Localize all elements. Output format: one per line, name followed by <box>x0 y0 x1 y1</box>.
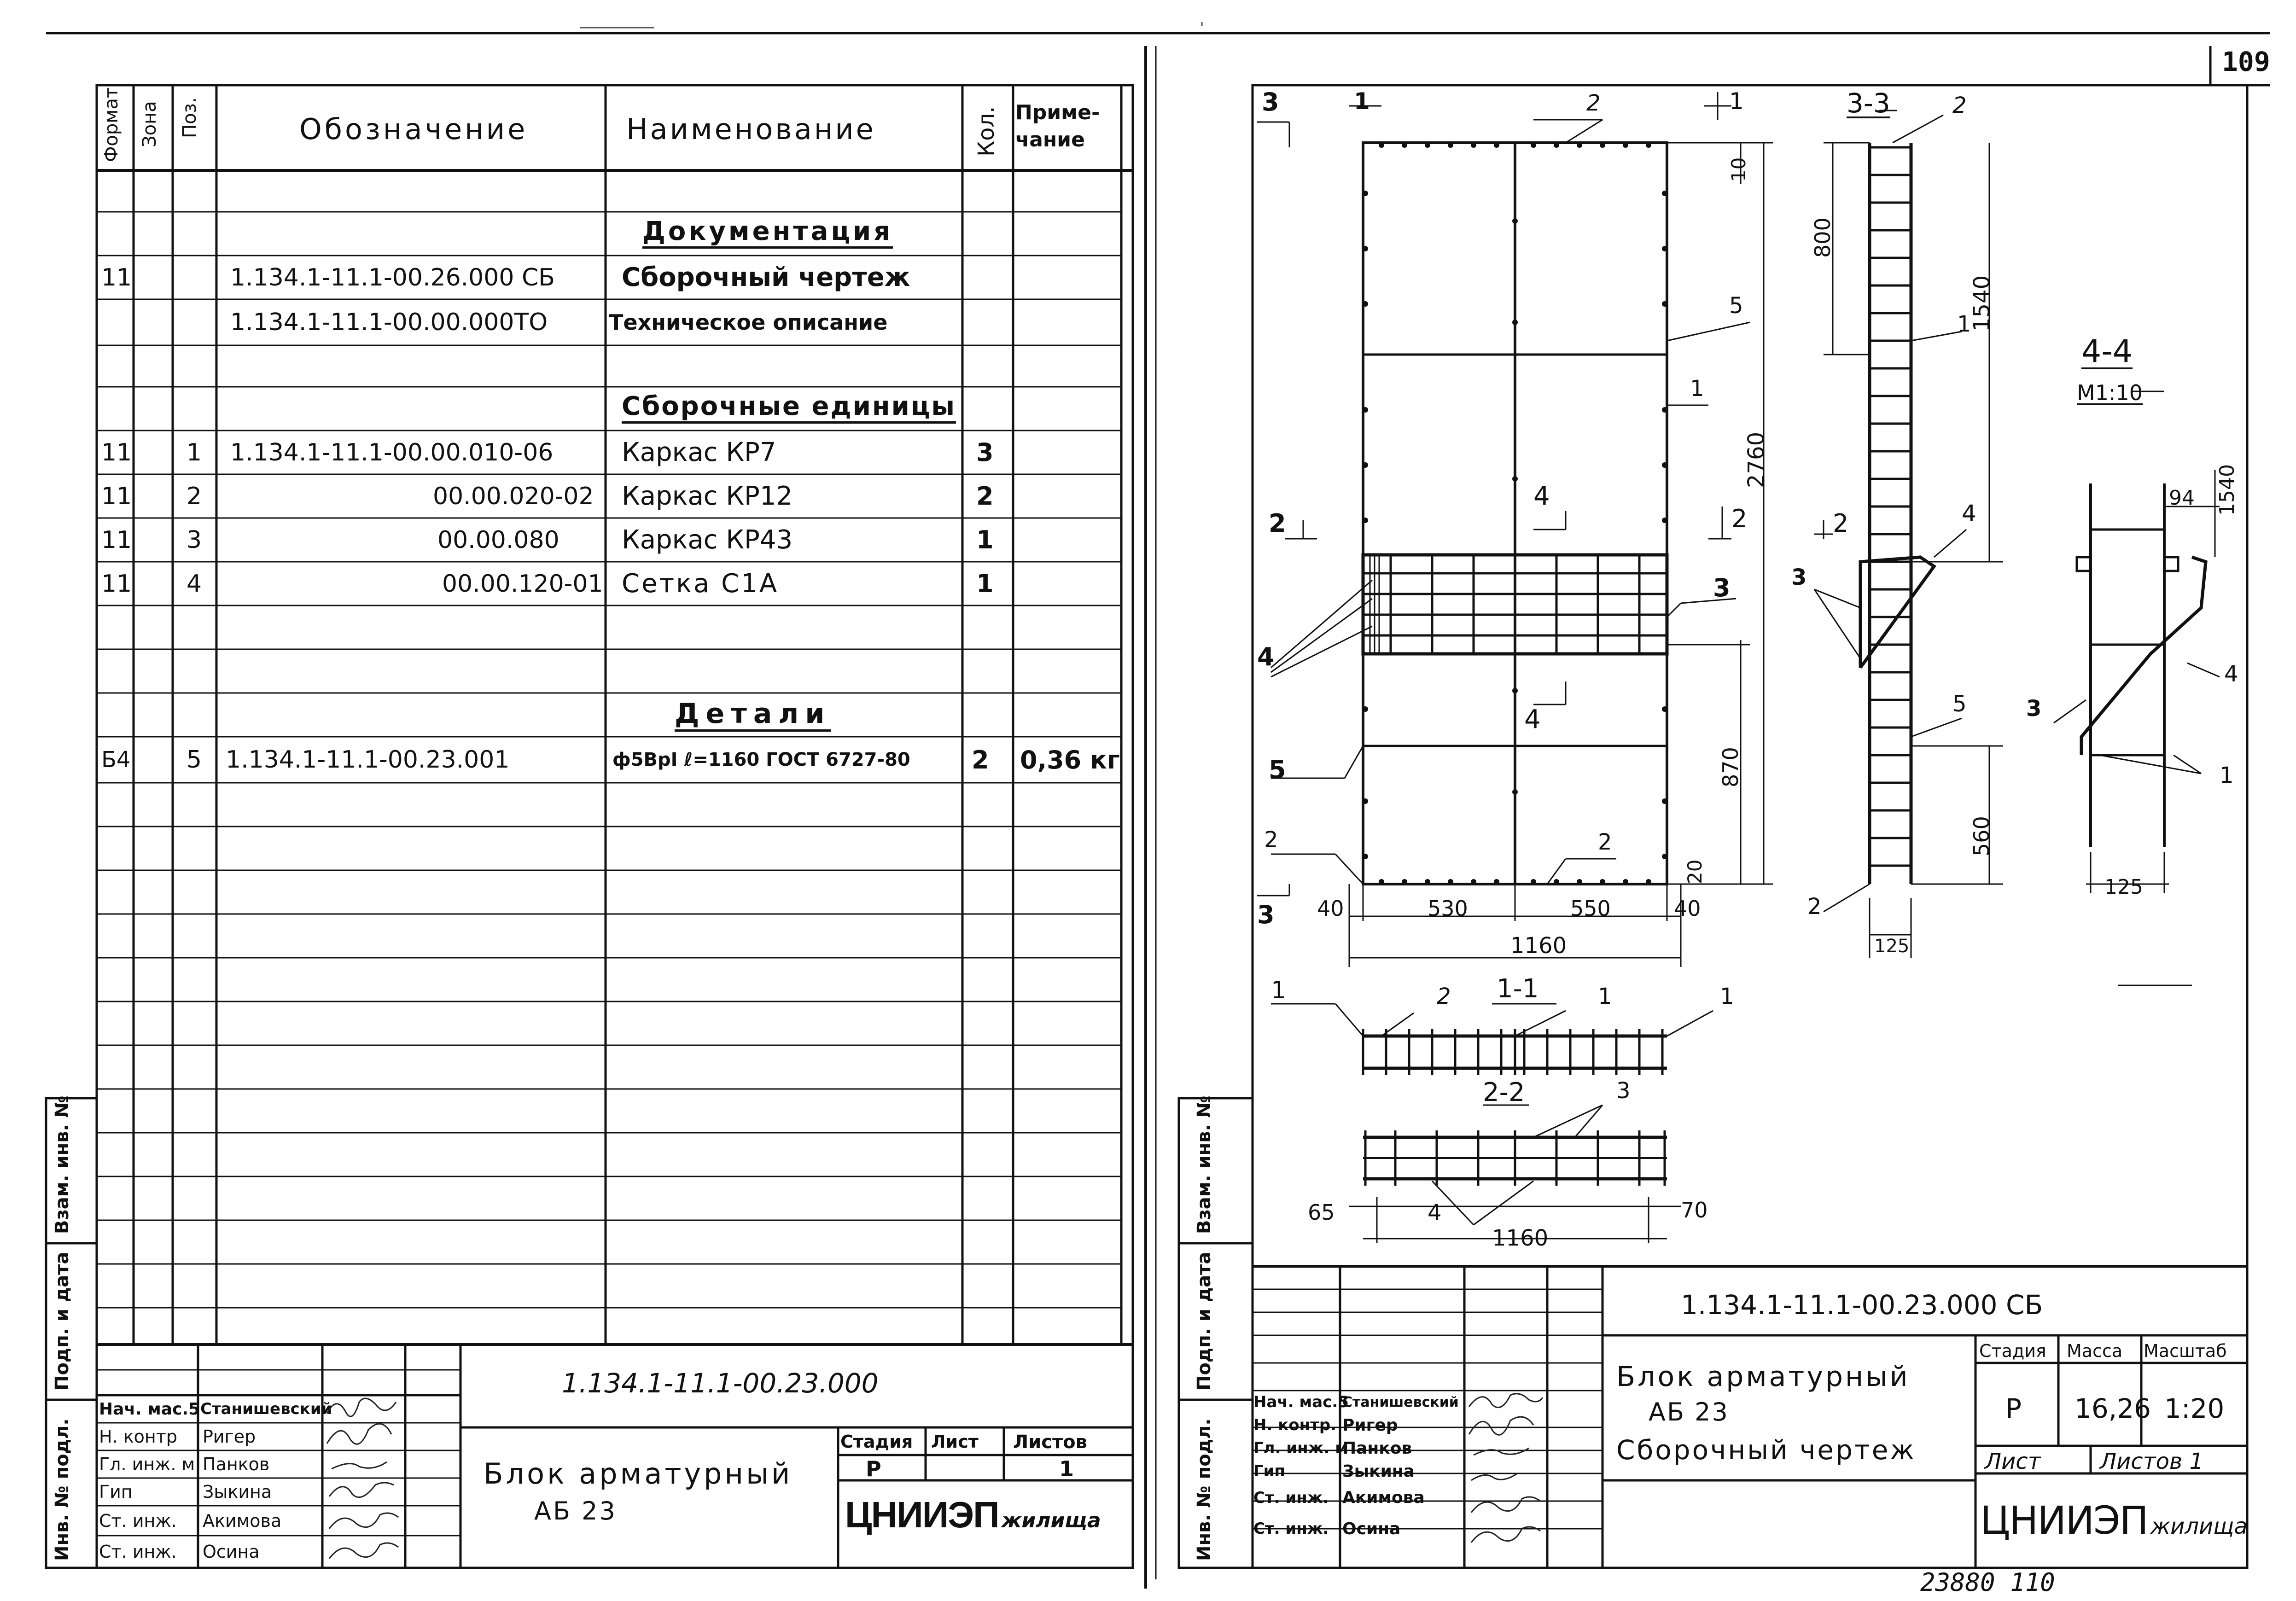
callout-3-s22: 3 <box>1616 1078 1631 1104</box>
callout-2-sec33-top: 2 <box>1952 93 1967 118</box>
dim-1540: 1540 <box>1969 275 1995 332</box>
person-name: Зыкина <box>203 1482 272 1502</box>
right-title-code: 1.134.1-11.1-00.23.000 СБ <box>1681 1289 2043 1321</box>
person-name: Осина <box>1342 1519 1401 1538</box>
person-role: Нач. мас.5 <box>1253 1393 1349 1411</box>
col-qty-header: Кол. <box>973 106 999 157</box>
row-qty: 1 <box>976 525 994 554</box>
section-documentation: Документация <box>642 219 893 249</box>
left-sheets-header: Листов <box>1013 1432 1087 1453</box>
person-role: Ст. инж. <box>1253 1488 1329 1507</box>
left-title-name-line2: АБ 23 <box>534 1496 617 1525</box>
person-role: Гл. инж. м <box>1253 1439 1348 1457</box>
person-role: Ст. инж. <box>99 1542 177 1562</box>
right-scale-header: Масштаб <box>2144 1341 2227 1361</box>
person-role: Н. контр. <box>1253 1416 1337 1434</box>
dim-530: 530 <box>1428 896 1468 921</box>
callout-4-s22: 4 <box>1428 1200 1442 1226</box>
dim-10: 10 <box>1727 157 1750 182</box>
side-label-sign-date: Подп. и дата <box>52 1252 73 1391</box>
dim-70: 70 <box>1681 1198 1708 1223</box>
callout-4-sec33: 4 <box>1962 500 1976 527</box>
right-title-name-line1: Блок арматурный <box>1616 1361 1910 1393</box>
left-stage-value: Р <box>866 1456 881 1481</box>
row-name: ф5ВрI ℓ=1160 ГОСТ 6727-80 <box>612 749 910 770</box>
callout-5-right: 5 <box>1729 293 1743 319</box>
row-pos: 2 <box>186 482 202 510</box>
section-title-3-3: 3-3 <box>1847 87 1890 119</box>
cut-mark-2-left: 2 <box>1269 509 1286 538</box>
person-name: Станишевский <box>200 1400 332 1418</box>
callout-2-top: 2 <box>1586 90 1601 116</box>
right-mass-value: 16,26 <box>2075 1393 2151 1424</box>
dim-20: 20 <box>1684 859 1706 884</box>
bottom-stamp: 23880 110 <box>1920 1568 2055 1597</box>
right-mass-header: Масса <box>2067 1341 2123 1361</box>
person-role: Н. контр <box>99 1426 178 1447</box>
row-designation: 1.134.1-11.1-00.00.000ТО <box>230 309 548 336</box>
col-format-header: Формат <box>101 87 122 162</box>
dim-2760: 2760 <box>1743 431 1769 488</box>
dim-1540-sec44: 1540 <box>2215 464 2239 516</box>
col-name-header: Наименование <box>626 112 876 146</box>
person-name: Осина <box>203 1542 260 1562</box>
row-qty: 2 <box>976 482 994 511</box>
left-title-code: 1.134.1-11.1-00.23.000 <box>562 1368 879 1399</box>
side-label-replace-inv-right: Взам. инв. № <box>1194 1095 1215 1234</box>
person-name: Ригер <box>203 1426 256 1447</box>
row-pos: 5 <box>186 746 202 774</box>
dim-800: 800 <box>1810 217 1835 258</box>
person-name: Акимова <box>1342 1488 1425 1507</box>
callout-2-bottom: 2 <box>1598 829 1612 855</box>
person-name: Ригер <box>1342 1415 1398 1435</box>
callout-5-left: 5 <box>1269 755 1286 784</box>
dim-870: 870 <box>1718 747 1743 787</box>
row-pos: 4 <box>186 570 202 598</box>
row-name: Сетка С1А <box>622 569 779 599</box>
row-name: Каркас КР43 <box>622 525 793 555</box>
cut-mark-3-top: 3 <box>1262 87 1279 116</box>
row-note: 0,36 кг <box>1020 745 1120 774</box>
row-format: 11 <box>101 263 132 291</box>
row-designation: 00.00.080 <box>437 526 559 554</box>
left-sheet-header: Лист <box>931 1432 979 1452</box>
right-org-name: ЦНИИЭП <box>1980 1498 2148 1543</box>
right-sheet-header: Лист <box>1985 1449 2041 1474</box>
left-title-name-line1: Блок арматурный <box>484 1457 793 1490</box>
person-role: Гл. инж. м <box>99 1454 195 1474</box>
person-role: Нач. мас.5 <box>99 1399 200 1419</box>
dim-560: 560 <box>1969 816 1994 856</box>
side-label-inv-sub: Инв. № подл. <box>52 1418 73 1561</box>
person-name: Панков <box>203 1454 270 1474</box>
dim-550: 550 <box>1570 896 1611 921</box>
cut-mark-1-right: 1 <box>1729 88 1744 115</box>
person-role: Ст. инж. <box>99 1510 177 1531</box>
callout-1-sec33: 1 <box>1957 311 1971 337</box>
right-title-name-line2: АБ 23 <box>1649 1397 1729 1426</box>
row-name: Каркас КР7 <box>622 437 776 467</box>
side-label-inv-sub-right: Инв. № подл. <box>1194 1418 1215 1561</box>
callout-1-s11-left: 1 <box>1271 977 1287 1004</box>
dim-125-sec44: 125 <box>2104 875 2143 899</box>
page-number: 109 <box>2222 46 2270 77</box>
dim-94: 94 <box>2169 486 2195 510</box>
person-role: Ст. инж. <box>1253 1519 1329 1538</box>
col-zone-header: Зона <box>139 101 160 147</box>
col-pos-header: Поз. <box>179 97 200 138</box>
left-org-name: ЦНИИЭП <box>845 1494 999 1535</box>
callout-4-sec44: 4 <box>2224 661 2238 687</box>
person-name: Станишевский <box>1342 1394 1459 1410</box>
callout-5-sec33: 5 <box>1952 691 1967 717</box>
dim-125-sec33: 125 <box>1874 936 1910 957</box>
row-designation: 1.134.1-11.1-00.23.001 <box>226 746 510 774</box>
callout-2-bottom-left: 2 <box>1264 827 1278 853</box>
person-role: Гип <box>1253 1462 1285 1480</box>
callout-4-mesh: 4 <box>1257 642 1275 671</box>
dim-40-right: 40 <box>1674 896 1701 921</box>
section-assembly-units: Сборочные единицы <box>622 394 956 424</box>
dim-1160: 1160 <box>1510 933 1567 959</box>
callout-3-sec33: 3 <box>1791 565 1807 590</box>
cut-mark-4-bottom: 4 <box>1524 704 1541 734</box>
dim-1160-s22: 1160 <box>1492 1225 1549 1251</box>
side-label-replace-inv: Взам. инв. № <box>52 1095 73 1234</box>
row-designation: 00.00.120-01 <box>442 570 603 598</box>
right-org-sub: жилища <box>2150 1514 2248 1539</box>
person-name: Акимова <box>203 1510 282 1531</box>
right-stage-value: Р <box>2005 1393 2022 1424</box>
section-title-2-2: 2-2 <box>1483 1077 1525 1107</box>
cut-mark-1-left: 1 <box>1354 88 1370 115</box>
section-title-1-1: 1-1 <box>1497 974 1539 1004</box>
callout-2-sec33-bottom: 2 <box>1807 894 1822 920</box>
callout-1-sec44: 1 <box>2220 763 2234 788</box>
callout-3-mesh: 3 <box>1713 573 1731 602</box>
right-stage-header: Стадия <box>1979 1341 2046 1361</box>
row-designation: 1.134.1-11.1-00.26.000 СБ <box>230 263 555 291</box>
right-scale-value: 1:20 <box>2164 1393 2225 1424</box>
row-designation: 00.00.020-02 <box>433 482 594 510</box>
dim-40-left: 40 <box>1317 896 1344 921</box>
callout-3-sec44: 3 <box>2026 696 2042 722</box>
row-format: 11 <box>101 526 132 554</box>
callout-1-right: 1 <box>1690 376 1704 402</box>
row-name: Каркас КР12 <box>622 481 793 511</box>
cut-mark-3-bottom: 3 <box>1257 900 1275 929</box>
person-name: Зыкина <box>1342 1461 1415 1481</box>
row-format: Б4 <box>101 747 131 773</box>
cut-mark-2-sec33: 2 <box>1833 509 1849 538</box>
section-title-4-4: 4-4 <box>2081 333 2133 370</box>
right-title-name-line3: Сборочный чертеж <box>1616 1434 1916 1466</box>
row-pos: 1 <box>186 438 202 466</box>
row-name: Техническое описание <box>609 310 888 335</box>
col-note-header: Приме- чание <box>1015 101 1100 152</box>
cut-mark-4-top: 4 <box>1533 481 1550 511</box>
row-designation: 1.134.1-11.1-00.00.010-06 <box>230 438 554 466</box>
left-org-sub: жилища <box>1001 1509 1101 1532</box>
row-pos: 3 <box>186 526 202 554</box>
person-role: Гип <box>99 1482 133 1502</box>
left-stage-header: Стадия <box>840 1432 913 1452</box>
row-qty: 1 <box>976 569 994 598</box>
callout-1-s11-mid: 1 <box>1598 984 1612 1009</box>
row-name: Сборочный чертеж <box>622 262 910 292</box>
col-designation-header: Обозначение <box>299 112 528 146</box>
row-format: 11 <box>101 482 132 510</box>
row-qty: 3 <box>976 438 994 467</box>
row-format: 11 <box>101 570 132 598</box>
side-label-sign-date-right: Подп. и дата <box>1194 1252 1215 1391</box>
right-sheets-header: Листов 1 <box>2100 1449 2204 1474</box>
section-scale-4-4: М1:10 <box>2077 380 2143 405</box>
cut-mark-2-right: 2 <box>1731 504 1748 533</box>
left-sheets-value: 1 <box>1059 1456 1074 1481</box>
callout-1-s11-right: 1 <box>1720 984 1734 1009</box>
section-details: Детали <box>675 700 831 732</box>
row-format: 11 <box>101 438 132 466</box>
callout-2-s11: 2 <box>1437 984 1451 1009</box>
person-name: Панков <box>1342 1438 1412 1458</box>
row-qty: 2 <box>972 745 989 774</box>
dim-65: 65 <box>1308 1200 1335 1225</box>
